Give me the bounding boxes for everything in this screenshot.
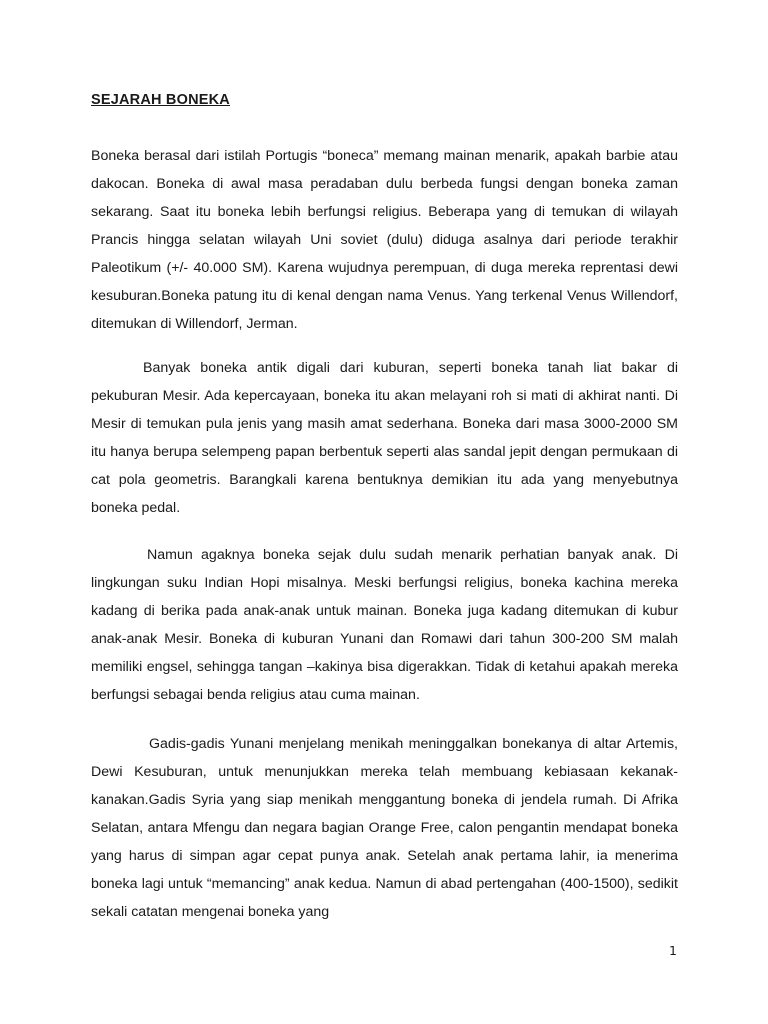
paragraph-egypt: Banyak boneka antik digali dari kuburan, seperti boneka tanah liat bakar di pekuburan Mesir. Ada kepercayaan, boneka itu akan melayani roh si mati di akhirat nanti. Di Mesir di temukan pula jenis yang masih amat sederhana. Boneka dari masa 3000-2000 SM itu hanya berupa selempeng papan berbentuk seperti alas sandal jepit dengan permukaan di cat pola geometris. Barangkali karena bentuknya demikian itu ada yang menyebutnya boneka pedal. — [91, 360, 678, 516]
paragraph-marriage: Gadis-gadis Yunani menjelang menikah meninggalkan bonekanya di altar Artemis, Dewi Kesuburan, untuk menunjukkan mereka telah membuang kebiasaan kekanak-kanakan.Gadis Syria yang siap menikah menggantung boneka di jendela rumah. Di Afrika Selatan, antara Mfengu dan negara bagian Orange Free, calon pengantin mendapat boneka yang harus di simpan agar cepat punya anak. Setelah anak pertama lahir, ia menerima boneka lagi untuk “memancing” anak kedua. Namun di abad pertengahan (400-1500), sedikit sekali catatan mengenai boneka yang — [91, 736, 678, 920]
paragraph-children: Namun agaknya boneka sejak dulu sudah menarik perhatian banyak anak. Di lingkungan suku Indian Hopi misalnya. Meski berfungsi religius, boneka kachina mereka kadang di berika pada anak-anak untuk mainan. Boneka juga kadang ditemukan di kubur anak-anak Mesir. Boneka di kuburan Yunani dan Romawi dari tahun 300-200 SM malah memiliki engsel, sehingga tangan –kakinya bisa digerakkan. Tidak di ketahui apakah mereka berfungsi sebagai benda religius atau cuma mainan. — [91, 547, 678, 703]
paragraph-origin: Boneka berasal dari istilah Portugis “boneca” memang mainan menarik, apakah barbie atau dakocan. Boneka di awal masa peradaban dulu berbeda fungsi dengan boneka zaman sekarang. Saat itu boneka lebih berfungsi religius. Beberapa yang di temukan di wilayah Prancis hingga selatan wilayah Uni soviet (dulu) diduga asalnya dari periode terakhir Paleotikum (+/- 40.000 SM). Karena wujudnya perempuan, di duga mereka reprentasi dewi kesuburan.Boneka patung itu di kenal dengan nama Venus. Yang terkenal Venus Willendorf, ditemukan di Willendorf, Jerman. — [91, 148, 678, 332]
document-title: SEJARAH BONEKA — [91, 92, 230, 108]
page-number: 1 — [669, 943, 677, 958]
